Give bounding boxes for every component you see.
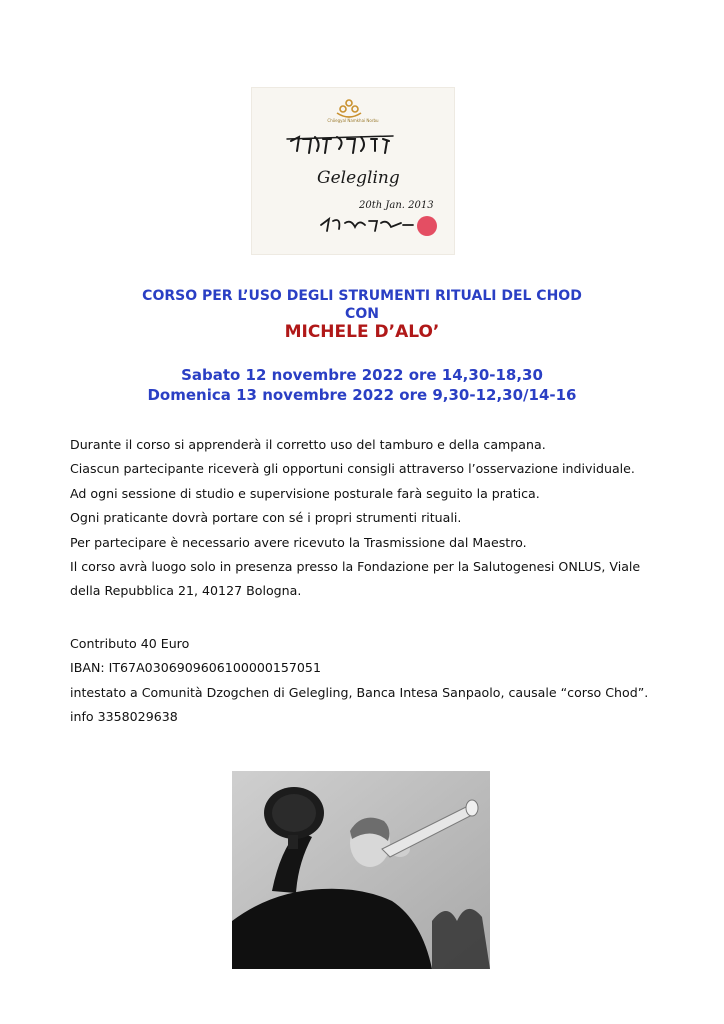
date-sunday: Domenica 13 novembre 2022 ore 9,30-12,30/14-16: [147, 386, 577, 404]
iban-text: IBAN: IT67A0306909606100000157051: [70, 660, 321, 676]
description-line: Ogni praticante dovrà portare con sé i propri strumenti rituali.: [70, 510, 462, 526]
calligraphy-image: [251, 87, 455, 255]
description-line: Il corso avrà luogo solo in presenza presso la Fondazione per la Salutogenesi ONLUS, Viale: [70, 559, 641, 575]
course-title: CORSO PER L’USO DEGLI STRUMENTI RITUALI DEL CHOD: [142, 288, 582, 304]
contribution-text: Contributo 40 Euro: [70, 636, 190, 651]
info-phone-text: info 3358029638: [70, 709, 178, 725]
handwriting-date: 20th Jan. 2013: [359, 200, 434, 211]
payment-info: [70, 632, 670, 730]
logo-caption: Chöegyal Namkhai Norbu: [327, 118, 379, 123]
practitioner-photo: [232, 771, 490, 969]
description-line: della Repubblica 21, 40127 Bologna.: [70, 583, 302, 599]
date-saturday: Sabato 12 novembre 2022 ore 14,30-18,30: [181, 366, 543, 384]
gelegling-logo-card: [251, 87, 455, 255]
emblem-icon: [337, 100, 361, 117]
description-line: Ad ogni sessione di studio e supervisione posturale farà seguito la pratica.: [70, 485, 540, 501]
description-line: Ciascun partecipante riceverà gli opportuni consigli attraverso l’osservazione individuale.: [70, 461, 635, 477]
description-line: Durante il corso si apprenderà il corretto uso del tamburo e della campana.: [70, 437, 546, 452]
handwriting-gelegling: Gelegling: [317, 168, 400, 188]
signature-icon: [321, 219, 413, 231]
course-title-con: CON: [345, 306, 379, 322]
photo-image: [232, 771, 490, 969]
seal-icon: [417, 216, 437, 236]
description-line: Per partecipare è necessario avere ricevuto la Trasmissione dal Maestro.: [70, 534, 527, 550]
teacher-name: MICHELE D’ALO’: [284, 322, 440, 342]
course-description: [70, 433, 670, 604]
account-holder-text: intestato a Comunità Dzogchen di Gelegling, Banca Intesa Sanpaolo, causale “corso Chod”.: [70, 684, 649, 700]
